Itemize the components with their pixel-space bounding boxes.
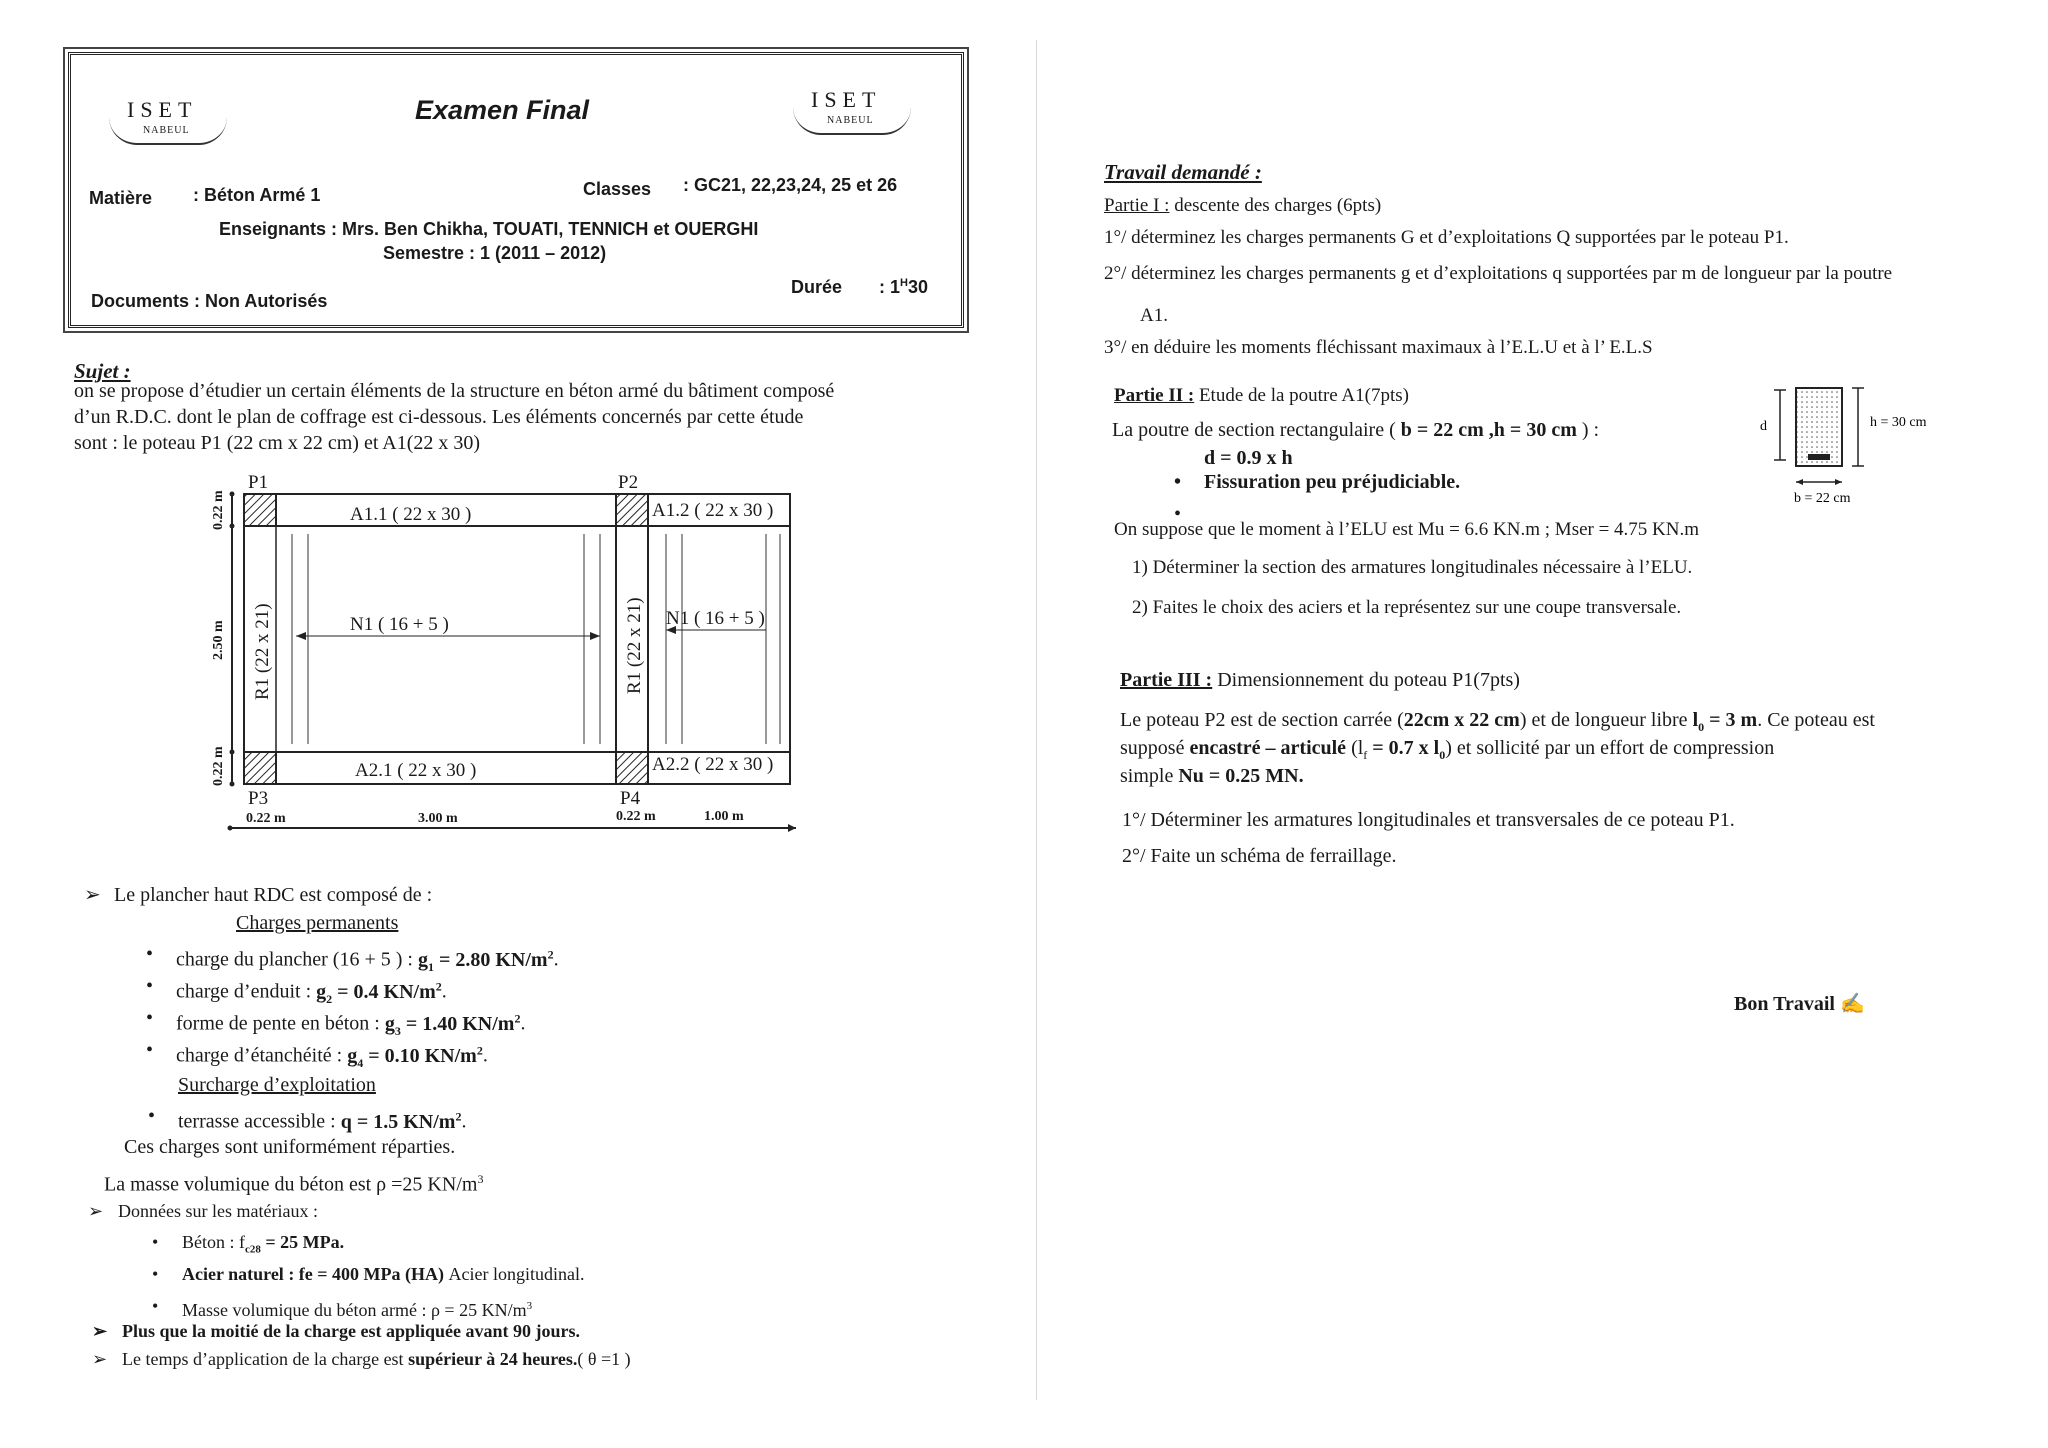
post-p4 — [616, 752, 648, 784]
item-text: charge d’étanchéité : — [176, 1044, 348, 1067]
item-sup: 2 — [547, 947, 554, 961]
item-sup: 2 — [514, 1011, 521, 1025]
poutre-dims: b = 22 cm ,h = 30 cm — [1400, 419, 1577, 441]
label-beam-a22: A2.2 ( 22 x 30 ) — [652, 754, 774, 775]
p3-l2-post: ) et sollicité par un effort de compression — [1445, 737, 1775, 759]
perm-charges-list — [176, 938, 559, 1070]
exam-header-box — [68, 52, 964, 328]
enseignants: Enseignants : Mrs. Ben Chikha, TOUATI, TENNICH et OUERGHI — [219, 219, 759, 239]
page-fold — [1036, 40, 1037, 1400]
item-text: charge du plancher (16 + 5 ) : — [176, 948, 418, 971]
item-sup: 2 — [476, 1043, 483, 1057]
arrow-head — [1796, 479, 1803, 485]
partie-1-q2-cont: A1. — [1140, 305, 1168, 326]
p3-l2-bold: encastré – articulé — [1189, 737, 1347, 759]
arrow-head — [788, 824, 796, 832]
duree-sup: H — [900, 277, 908, 289]
dim-h-300: 3.00 m — [418, 811, 458, 826]
item-val: = 0.10 KN/m — [363, 1044, 477, 1067]
sujet-line-3: sont : le poteau P1 (22 cm x 22 cm) et A1(22 x 30) — [74, 432, 481, 454]
item-sym: g — [347, 1044, 358, 1067]
logo-subtext: NABEUL — [143, 125, 190, 136]
p3-l3-bold: Nu = 0.25 MN. — [1178, 765, 1304, 787]
materiau-acier — [182, 1258, 585, 1290]
materiaux-list — [182, 1226, 585, 1322]
p3-l2-mid2: = 0.7 x l — [1367, 737, 1440, 759]
item-end: . — [441, 980, 447, 1003]
sujet-line-1: on se propose d’étudier un certain éléments de la structure en béton armé du bâtiment composé — [74, 380, 835, 402]
masse-sup: 3 — [477, 1172, 484, 1186]
label-p3: P3 — [248, 788, 269, 809]
pen-icon: ✍ — [1839, 993, 1865, 1015]
partie-1-title — [1104, 194, 1381, 218]
p3-l2-sub2: 0 — [1439, 748, 1446, 762]
logo-text: ISET — [127, 97, 198, 122]
partie-3-desc: Dimensionnement du poteau P1(7pts) — [1212, 669, 1520, 691]
partie-1-desc: descente des charges (6pts) — [1169, 195, 1382, 216]
dim-tick — [230, 492, 235, 497]
item-sub: c28 — [245, 1243, 261, 1256]
dim-d-label: d — [1760, 419, 1767, 434]
item-text: forme de pente en béton : — [176, 1012, 385, 1035]
item-sup: 2 — [455, 1109, 462, 1123]
item-post: = 25 MPa. — [260, 1232, 345, 1252]
logo-subtext: NABEUL — [827, 115, 874, 126]
label-p1: P1 — [248, 472, 269, 493]
p3-l2-mid: (l — [1346, 737, 1364, 759]
dim-h-022-left: 0.22 m — [246, 811, 286, 826]
sujet-line-2: d’un R.D.C. dont le plan de coffrage est ci-dessous. Les éléments concernés par cette étude — [74, 406, 804, 428]
item-sub: 4 — [357, 1055, 364, 1070]
p3-l2-sub: f — [1363, 748, 1368, 762]
closing-label: Bon Travail — [1734, 993, 1835, 1015]
surcharge-heading: Surcharge d’exploitation — [178, 1074, 376, 1096]
duree-end: 30 — [907, 277, 928, 297]
label-beam-a11: A1.1 ( 22 x 30 ) — [350, 504, 472, 525]
partie-2-empty-bullet — [1204, 498, 1460, 520]
perm-item-4 — [176, 1034, 559, 1070]
dim-tick — [228, 826, 233, 831]
post-p1 — [244, 494, 276, 526]
p3-l1-post: . Ce poteau est — [1757, 709, 1875, 731]
partie-1-q1: 1°/ déterminez les charges permanents G et d’exploitations Q supportées par le poteau P1. — [1104, 227, 1789, 248]
exam-title: Examen Final — [415, 95, 590, 125]
arrow-head — [590, 632, 600, 640]
p3-l2-pre: supposé — [1120, 737, 1190, 759]
label-p2: P2 — [618, 472, 639, 493]
item-pre: Béton : f — [182, 1232, 245, 1252]
partie-3-q1: 1°/ Déterminer les armatures longitudinales et transversales de ce poteau P1. — [1122, 809, 1735, 831]
item-sup: 2 — [435, 979, 442, 993]
item-text: charge d’enduit : — [176, 980, 317, 1003]
partie-2-label: Partie II : — [1114, 385, 1195, 406]
partie-1-q3: 3°/ en déduire les moments fléchissant maximaux à l’E.L.U et à l’ E.L.S — [1104, 337, 1653, 358]
plan-coffrage-diagram — [200, 464, 820, 844]
duree-label: Durée — [791, 277, 843, 297]
masse-text: La masse volumique du béton est ρ =25 KN/m — [104, 1173, 478, 1196]
partie-2-moment: On suppose que le moment à l’ELU est Mu = 6.6 KN.m ; Mser = 4.75 KN.m — [1114, 519, 1700, 540]
perm-item-1 — [176, 938, 559, 974]
partie-2-bullets — [1204, 466, 1460, 520]
dim-tick — [230, 782, 235, 787]
dim-b-label: b = 22 cm — [1794, 491, 1851, 506]
item-sub: 2 — [326, 991, 333, 1006]
item-val: q = 1.5 KN/m — [340, 1110, 456, 1133]
dim-tick — [230, 750, 235, 755]
dim-v-250: 2.50 m — [211, 620, 226, 660]
partie-2-q2: 2) Faites le choix des aciers et la représentez sur une coupe transversale. — [1132, 597, 1682, 618]
partie-3-q2: 2°/ Faite un schéma de ferraillage. — [1122, 845, 1397, 867]
item-val: = 2.80 KN/m — [433, 948, 548, 971]
logo-text: ISET — [811, 87, 882, 112]
classes-value: : GC21, 22,23,24, 25 et 26 — [683, 175, 898, 195]
partie-1-q2: 2°/ déterminez les charges permanents g et d’exploitations q supportées par m de longueur par la poutre — [1104, 263, 1893, 284]
partie-3-line-1 — [1120, 708, 1875, 739]
matiere-value: : Béton Armé 1 — [193, 185, 321, 205]
uniform-note: Ces charges sont uniformément réparties. — [124, 1136, 456, 1158]
materiaux-intro: ➢ Données sur les matériaux : — [118, 1198, 318, 1224]
rebar-mark — [1808, 454, 1830, 460]
p3-l1-mid: ) et de longueur libre — [1519, 709, 1693, 731]
partie-3-label: Partie III : — [1120, 669, 1213, 691]
arrow-head — [1835, 479, 1842, 485]
materiau-beton — [182, 1226, 585, 1258]
masse-volumique — [104, 1166, 483, 1198]
poutre-pre: La poutre de section rectangulaire ( — [1112, 419, 1401, 441]
item-end: . — [482, 1044, 488, 1067]
item-val: = 1.40 KN/m — [400, 1012, 515, 1035]
label-slab-n1-right: N1 ( 16 + 5 ) — [666, 608, 765, 629]
p3-l3-pre: simple — [1120, 765, 1179, 787]
label-beam-a12: A1.2 ( 22 x 30 ) — [652, 500, 774, 521]
partie-2-title — [1114, 384, 1409, 408]
duree-value — [879, 277, 928, 298]
perm-item-3 — [176, 1002, 559, 1038]
partie-1-label: Partie I : — [1104, 195, 1170, 216]
item-val: = 0.4 KN/m — [332, 980, 436, 1003]
dim-h-100: 1.00 m — [704, 809, 744, 824]
post-p3 — [244, 752, 276, 784]
dim-v-022-bottom: 0.22 m — [211, 746, 226, 786]
p3-l1-bold: 22cm x 22 cm — [1403, 709, 1520, 731]
note-pre: Le temps d’application de la charge est — [122, 1349, 409, 1369]
plancher-intro: ➢ Le plancher haut RDC est composé de : — [114, 882, 432, 908]
semestre: Semestre : 1 (2011 – 2012) — [383, 243, 607, 263]
dim-h-label: h = 30 cm — [1870, 415, 1927, 430]
partie-2-d: d = 0.9 x h — [1204, 447, 1293, 469]
note-post: ( θ =1 ) — [577, 1349, 631, 1369]
plan-outline — [244, 494, 790, 784]
item-sym: g — [384, 1012, 395, 1035]
duree-main: : 1 — [879, 277, 901, 297]
partie-2-fissuration: • Fissuration peu préjudiciable. — [1204, 466, 1460, 498]
expl-item — [178, 1100, 466, 1132]
charges-permanents-heading: Charges permanents — [236, 912, 399, 934]
dim-h-022-mid: 0.22 m — [616, 809, 656, 824]
travail-heading: Travail demandé : — [1104, 160, 1262, 184]
item-sub: 3 — [394, 1023, 401, 1038]
partie-3-line-3 — [1120, 764, 1304, 788]
partie-2-q1: 1) Déterminer la section des armatures longitudinales nécessaire à l’ELU. — [1132, 557, 1693, 578]
item-end: . — [461, 1110, 467, 1133]
matiere-label: Matière — [89, 188, 153, 208]
item-sym: g — [417, 948, 428, 971]
item-sup: 3 — [526, 1300, 533, 1312]
partie-3-title — [1120, 668, 1520, 692]
note-temps-application — [122, 1346, 631, 1372]
partie-2-desc: Etude de la poutre A1(7pts) — [1194, 385, 1409, 406]
item-sub: 1 — [427, 959, 434, 974]
item-pre: Masse volumique du béton armé : ρ = 25 KN/m — [182, 1300, 527, 1320]
documents: Documents : Non Autorisés — [91, 291, 328, 311]
item-end: . — [520, 1012, 526, 1035]
dim-tick — [230, 524, 235, 529]
note-90-jours: ➢ Plus que la moitié de la charge est appliquée avant 90 jours. — [122, 1318, 580, 1344]
sujet-heading: Sujet : — [74, 359, 131, 383]
perm-item-2 — [176, 970, 559, 1006]
iset-logo-right — [793, 85, 913, 143]
closing-text — [1734, 992, 1865, 1016]
label-p4: P4 — [620, 788, 641, 809]
dim-v-022-top: 0.22 m — [211, 490, 226, 530]
beam-section-sketch — [1740, 380, 1950, 512]
p3-l1-pre: Le poteau P2 est de section carrée ( — [1120, 709, 1404, 731]
label-beam-a21: A2.1 ( 22 x 30 ) — [355, 760, 477, 781]
item-pre: Acier naturel : fe = 400 MPa (HA) — [182, 1264, 449, 1284]
post-p2 — [616, 494, 648, 526]
item-text: terrasse accessible : — [178, 1110, 341, 1133]
note-bold: supérieur à 24 heures. — [408, 1349, 578, 1369]
item-end: . — [553, 948, 559, 971]
p3-l1-sub: 0 — [1698, 720, 1705, 734]
item-post: Acier longitudinal. — [448, 1264, 585, 1284]
classes-label: Classes — [583, 179, 652, 199]
poutre-post: ) : — [1576, 419, 1600, 441]
partie-3-line-2 — [1120, 736, 1774, 767]
label-slab-n1-left: N1 ( 16 + 5 ) — [350, 614, 449, 635]
iset-logo-left — [109, 95, 229, 153]
item-sym: g — [316, 980, 327, 1003]
label-rib-mid: R1 (22 x 21) — [624, 597, 645, 694]
expl-charges-list — [178, 1100, 466, 1132]
p3-l1-l: l — [1692, 709, 1699, 731]
label-rib-left: R1 (22 x 21) — [252, 603, 273, 700]
partie-2-poutre — [1112, 418, 1599, 442]
p3-l1-val: = 3 m — [1704, 709, 1758, 731]
arrow-head — [296, 632, 306, 640]
